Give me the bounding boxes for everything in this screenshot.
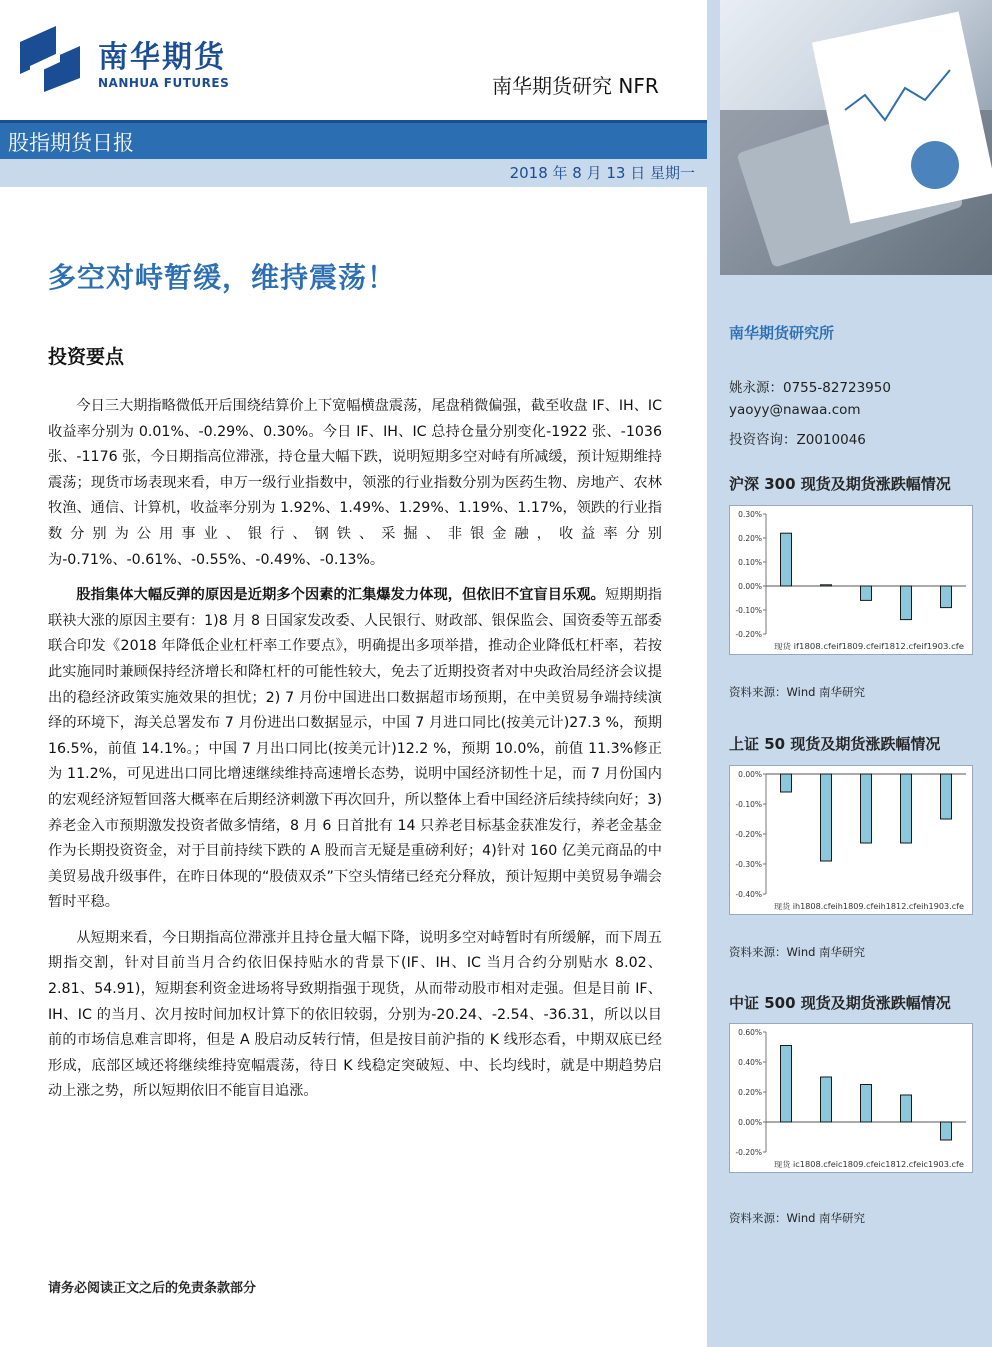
headline: 多空对峙暂缓，维持震荡！ [48, 261, 397, 294]
x-category-labels [774, 901, 964, 911]
body-text [48, 394, 662, 1115]
x-category-label: if1808.cfe [793, 642, 832, 651]
analyst-email: yaoyy@nawaa.com [729, 402, 861, 418]
x-category-label: ic1809.cfe [835, 1160, 875, 1169]
report-category-bar [0, 123, 707, 159]
chart-title-zz500: 中证 500 现货及期货涨跌幅情况 [729, 994, 951, 1012]
chart-source-sz50: 资料来源：Wind 南华研究 [729, 945, 866, 959]
chart-zz500 [729, 1023, 973, 1173]
header-photo [720, 0, 992, 275]
y-tick-label: 0.10% [738, 558, 762, 567]
x-category-label: if1809.cfe [836, 642, 874, 651]
bar-1 [821, 774, 832, 861]
x-category-labels [774, 641, 964, 651]
y-tick-label: -0.20% [735, 830, 762, 839]
x-category-label: 现货 [774, 1160, 792, 1169]
bar-1 [821, 1077, 832, 1122]
y-tick-label: 0.60% [738, 1028, 762, 1037]
x-category-label: if1903.cfe [921, 642, 960, 651]
bar-3 [901, 1095, 912, 1122]
x-category-label: ih1812.cfe [878, 902, 919, 911]
x-category-label: 现货 [774, 642, 792, 651]
bar-1 [821, 585, 832, 586]
bar-0 [781, 533, 792, 586]
y-tick-label: -0.20% [735, 630, 762, 639]
chart-hs300-plot [730, 506, 972, 654]
research-series-title: 南华期货研究 NFR [492, 74, 659, 98]
bar-2 [861, 586, 872, 600]
bar-4 [941, 586, 952, 608]
paragraph-2 [48, 583, 662, 916]
bar-0 [781, 774, 792, 792]
chart-source-zz500: 资料来源：Wind 南华研究 [729, 1211, 866, 1225]
chart-sz50-plot [730, 766, 972, 914]
license-number: 投资咨询：Z0010046 [729, 432, 866, 448]
y-tick-label: 0.00% [738, 770, 762, 779]
x-category-label: ih1808.cfe [792, 902, 833, 911]
chart-title-sz50: 上证 50 现货及期货涨跌幅情况 [729, 735, 941, 753]
y-tick-label: 0.00% [738, 582, 762, 591]
paragraph-2-lead: 股指集体大幅反弹的原因是近期多个因素的汇集爆发力体现，但依旧不宜盲目乐观。 [76, 587, 605, 604]
institute-name: 南华期货研究所 [729, 324, 835, 342]
bar-2 [861, 774, 872, 843]
chart-hs300 [729, 505, 973, 655]
y-tick-label: 0.20% [738, 534, 762, 543]
paragraph-3: 从短期来看，今日期指高位滞涨并且持仓量大幅下降，说明多空对峙暂时有所缓解，而下周五期指交割，针对目前当月合约依旧保持贴水的背景下(IF、IH、IC 当月合约分别贴水 8.02、2.81、54.91)，短期套利资金进场将导致期指强于现货，从而带动股市相对走强。但是目前 IF、IH、IC 的当月、次月按时间加权计算下的依旧较弱，分别为-20.24、-2.54、-36.31，所以以目前的市场信息难言即将，但是 A 股启动反转行情，但是按目前沪指的 K 线形态看，中期双底已经形成，底部区域还将继续维持宽幅震荡，待日 K 线稳定突破短、中、长均线时，就是中期趋势启动上涨之势，所以短期依旧不能盲目追涨。 [48, 929, 662, 1100]
bar-3 [901, 586, 912, 620]
date-bar [0, 159, 707, 187]
x-category-label: 现货 [774, 902, 792, 911]
x-category-labels [774, 1159, 964, 1169]
y-tick-label: 0.20% [738, 1088, 762, 1097]
x-category-label: ic1812.cfe [878, 1160, 918, 1169]
chart-sz50 [729, 765, 973, 915]
chart-zz500-plot [730, 1024, 972, 1172]
analyst-contact: 姚永源：0755-82723950 [729, 380, 891, 396]
nanhua-logo-icon [16, 22, 84, 94]
section-title: 投资要点 [48, 346, 125, 368]
y-tick-label: -0.20% [735, 1148, 762, 1157]
report-category: 股指期货日报 [8, 131, 134, 155]
bar-3 [901, 774, 912, 843]
bar-4 [941, 1122, 952, 1140]
y-tick-label: 0.00% [738, 1118, 762, 1127]
y-tick-label: -0.10% [735, 800, 762, 809]
report-date: 2018 年 8 月 13 日 星期一 [509, 164, 695, 182]
paragraph-2-body: 短期期指联袂大涨的原因主要有：1)8 月 8 日国家发改委、人民银行、财政部、银保监会、国资委等五部委联合印发《2018 年降低企业杠杆率工作要点》，明确提出多项举措，推动企业降低杠杆率，若按此实施同时兼顾保持经济增长和降杠杆的可能性较大，免去了近期投资者对中央政治局经济会议提出的稳经济政策实施效果的担忧；2) 7 月份中国进出口数据超市场预期，在中美贸易争端持续演绎的环境下，海关总署发布 7 月份进出口数据显示，中国 7 月进口同比(按美元计)27.3 %，预期 16.5%，前值 14.1%。；中国 7 月出口同比(按美元计)12.2 %，预期 10.0%，前值 11.3%修正为 11.2%，可见进出口同比增速继续维持高速增长态势，说明中国经济韧性十足，而 7 月份国内的宏观经济短暂回落大概率在后期经济刺激下再次回升，所以整体上看中国经济后续持续向好；3)养老金入市预期激发投资者做多情绪，8 月 6 日首批有 14 只养老目标基金获准发行，养老金基金作为长期投资资金，对于目前持续下跌的 A 股而言无疑是重磅利好；4)针对 160 亿美元商品的中美贸易战升级事件，在昨日体现的“股债双杀”下空头情绪已经充分释放，预计短期中美贸易争端会暂时平稳。 [48, 587, 662, 911]
y-tick-label: 0.40% [738, 1058, 762, 1067]
y-tick-label: -0.40% [735, 890, 762, 899]
bar-4 [941, 774, 952, 819]
logo-english-name: NANHUA FUTURES [98, 76, 230, 90]
x-category-label: ic1903.cfe [921, 1160, 961, 1169]
x-category-label: ih1903.cfe [921, 902, 961, 911]
y-tick-label: -0.30% [735, 860, 762, 869]
chart-title-hs300: 沪深 300 现货及期货涨跌幅情况 [729, 475, 951, 493]
bar-0 [781, 1046, 792, 1123]
x-category-label: ic1808.cfe [793, 1160, 833, 1169]
y-tick-label: -0.10% [735, 606, 762, 615]
logo-chinese-name: 南华期货 [98, 40, 226, 75]
y-tick-label: 0.30% [738, 510, 762, 519]
chart-source-hs300: 资料来源：Wind 南华研究 [729, 685, 866, 699]
laptop-illustration [720, 0, 992, 275]
x-category-label: ih1809.cfe [835, 902, 876, 911]
bar-2 [861, 1085, 872, 1123]
x-category-label: if1812.cfe [878, 642, 917, 651]
paragraph-1: 今日三大期指略微低开后围绕结算价上下宽幅横盘震荡，尾盘稍微偏强，截至收盘 IF、IH、IC 收益率分别为 0.01%、-0.29%、0.30%。今日 IF、IH、IC 总持仓量分别变化-1922 张、-1036 张、-1176 张，今日期指高位滞涨，持仓量大幅下跌，说明短期多空对峙有所减缓，预计短期维持震荡；现货市场表现来看，申万一级行业指数中，领涨的行业指数分别为医药生物、房地产、农林牧渔、通信、计算机，收益率分别为 1.92%、1.49%、1.29%、1.19%、1.17%，领跌的行业指数分别为公用事业、银行、钢铁、采掘、非银金融，收益率分别为-0.71%、-0.61%、-0.55%、-0.49%、-0.13%。 [48, 398, 662, 568]
disclaimer-note: 请务必阅读正文之后的免责条款部分 [48, 1281, 257, 1296]
